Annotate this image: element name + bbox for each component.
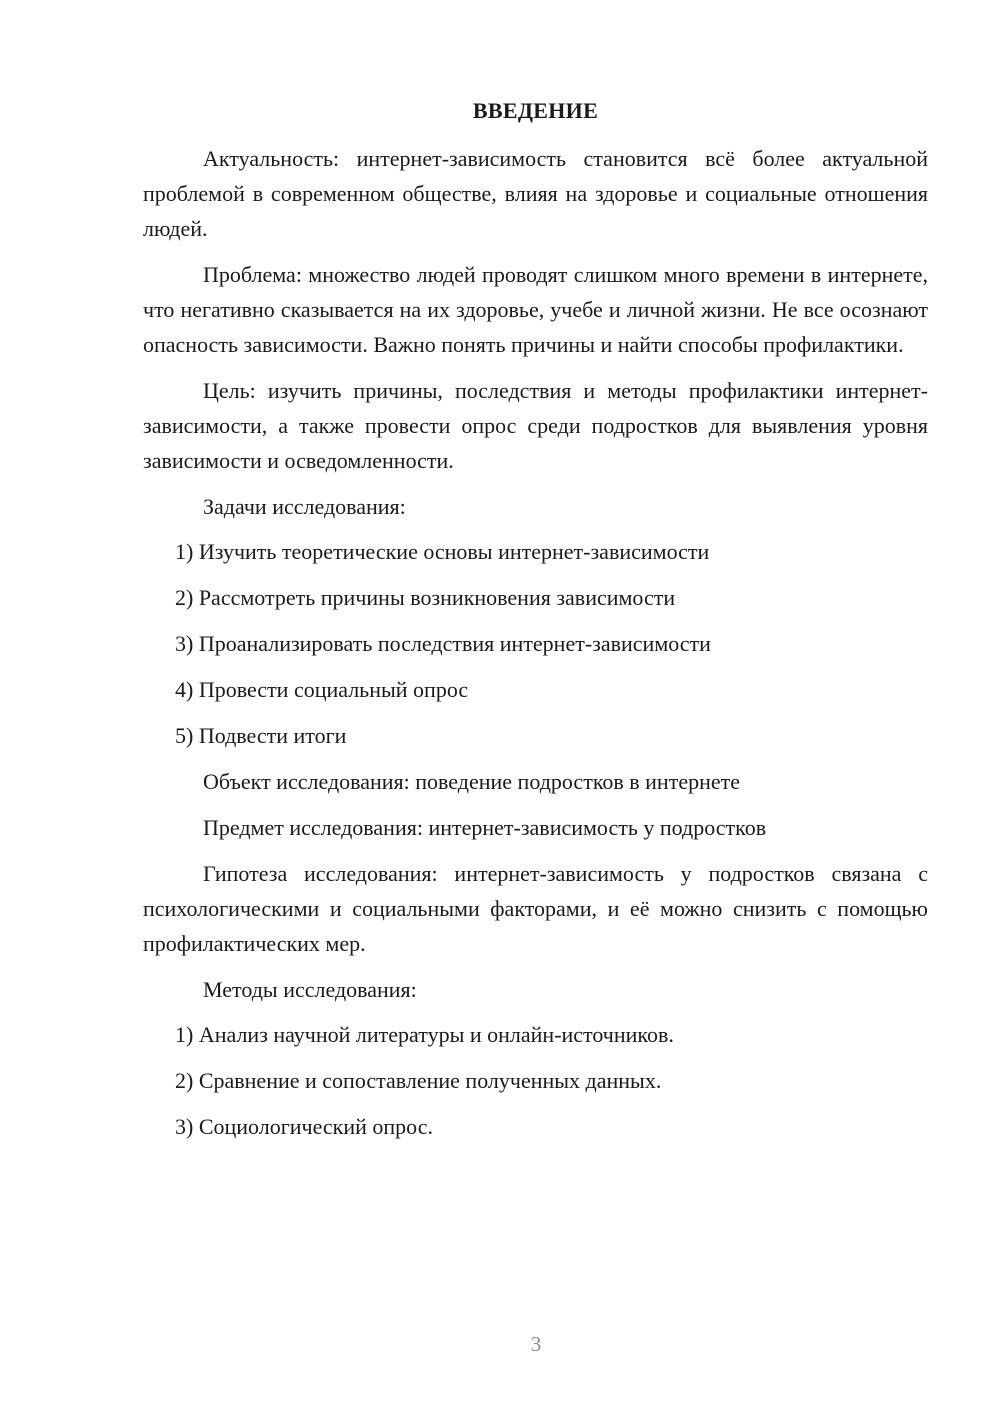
object-paragraph: Объект исследования: поведение подростков в интернете (203, 769, 741, 794)
list-item: 1) Изучить теоретические основы интернет-зависимости (175, 539, 710, 564)
section-title: ВВЕДЕНИЕ (472, 98, 599, 123)
methods-heading: Методы исследования: (203, 977, 417, 1002)
goal-paragraph: Цель: изучить причины, последствия и методы профилактики интернет-зависимости, а также провести опрос среди подростков для выявления уровня зависимости и осведомленности. (143, 378, 928, 473)
problem-paragraph: Проблема: множество людей проводят слишком много времени в интернете, что негативно сказывается на их здоровье, учебе и личной жизни. Не все осознают опасность зависимости. Важно понять причины и найти способы профилактики. (143, 262, 928, 357)
list-item: 2) Сравнение и сопоставление полученных данных. (175, 1068, 662, 1093)
tasks-list (143, 534, 928, 753)
subject-paragraph: Предмет исследования: интернет-зависимость у подростков (203, 815, 767, 840)
hypothesis-paragraph: Гипотеза исследования: интернет-зависимость у подростков связана с психологическими и социальными факторами, и её можно снизить с помощью профилактических мер. (143, 861, 928, 956)
page-number: 3 (530, 1332, 542, 1356)
tasks-heading: Задачи исследования: (203, 494, 406, 519)
document-page (143, 96, 928, 1155)
methods-list (143, 1017, 928, 1144)
list-item: 4) Провести социальный опрос (175, 677, 469, 702)
list-item: 5) Подвести итоги (175, 723, 347, 748)
list-item: 1) Анализ научной литературы и онлайн-источников. (175, 1022, 674, 1047)
list-item: 2) Рассмотреть причины возникновения зависимости (175, 585, 676, 610)
relevance-paragraph: Актуальность: интернет-зависимость становится всё более актуальной проблемой в современном обществе, влияя на здоровье и социальные отношения людей. (143, 146, 928, 241)
list-item: 3) Проанализировать последствия интернет-зависимости (175, 631, 711, 656)
list-item: 3) Социологический опрос. (175, 1114, 433, 1139)
